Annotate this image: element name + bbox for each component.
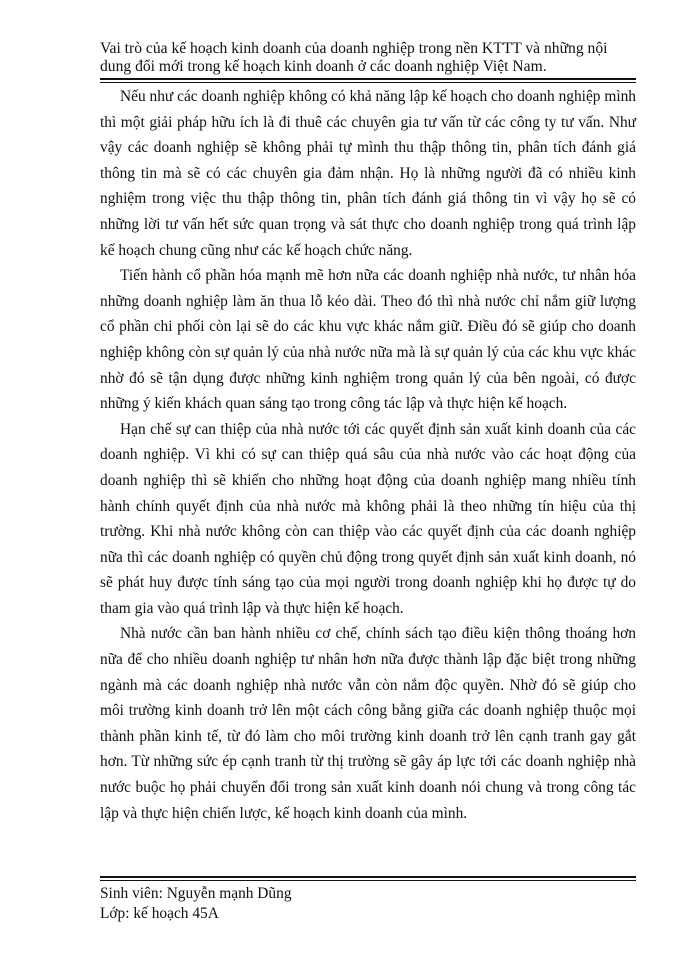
footer-divider bbox=[100, 876, 636, 881]
page-footer bbox=[100, 884, 636, 924]
paragraph-2: Tiến hành cổ phần hóa mạnh mẽ hơn nữa các doanh nghiệp nhà nước, tư nhân hóa những doanh nghiệp làm ăn thua lỗ kéo dài. Theo đó thì nhà nước chỉ nắm giữ lượng cổ phần chi phối còn lại sẽ do các khu vực khác nắm giữ. Điều đó sẽ giúp cho doanh nghiệp không còn sự quản lý của nhà nước nữa mà là sự quản lý của các khu vực khác nhờ đó sẽ tận dụng được những kinh nghiệm trong quản lý của bên ngoài, có được những ý kiến khách quan sáng tạo trong công tác lập và thực hiện kế hoạch. bbox=[100, 267, 636, 413]
paragraph-1: Nếu như các doanh nghiệp không có khả năng lập kế hoạch cho doanh nghiệp mình thì một giải pháp hữu ích là đi thuê các chuyên gia tư vấn từ các công ty tư vấn. Như vậy các doanh nghiệp sẽ không phải tự mình thu thập thông tin, phân tích đánh giá thông tin mà sẽ có các chuyên gia đảm nhận. Họ là những người đã có nhiều kinh nghiệm trong việc thu thập thông tin, phân tích đánh giá thông tin vì vậy họ sẽ có những lời tư vấn hết sức quan trọng và sát thực cho doanh nghiệp trong quá trình lập kế hoạch chung cũng như các kế hoạch chức năng. bbox=[100, 88, 636, 259]
header-divider bbox=[100, 78, 636, 83]
header-title: Vai trò của kế hoạch kinh doanh của doanh nghiệp trong nền KTTT và những nội dung đổi mới trong kế hoạch kinh doanh ở các doanh nghiệp Việt Nam. bbox=[100, 40, 608, 75]
document-body bbox=[100, 84, 636, 826]
footer-class: Lớp: kế hoạch 45A bbox=[100, 905, 219, 922]
document-page bbox=[100, 0, 636, 960]
page-header bbox=[100, 40, 636, 76]
paragraph-3: Hạn chế sự can thiệp của nhà nước tới các quyết định sản xuất kinh doanh của các doanh nghiệp. Vì khi có sự can thiệp quá sâu của nhà nước vào các hoạt động của doanh nghiệp thì sẽ khiến cho những hoạt động của doanh nghiệp mang nhiều tính hành chính quyết định của nhà nước mà không phải là theo những tín hiệu của thị trường. Khi nhà nước không còn can thiệp vào các quyết định của các doanh nghiệp nữa thì các doanh nghiệp có quyền chủ động trong quyết định sản xuất kinh doanh, nó sẽ phát huy được tính sáng tạo của mọi người trong doanh nghiệp khi họ được tự do tham gia vào quá trình lập và thực hiện kế hoạch. bbox=[100, 420, 636, 617]
paragraph-4: Nhà nước cần ban hành nhiều cơ chế, chính sách tạo điều kiện thông thoáng hơn nữa để cho nhiều doanh nghiệp tư nhân hơn nữa được thành lập đặc biệt trong những ngành mà các doanh nghiệp nhà nước vẫn còn nắm độc quyền. Nhờ đó sẽ giúp cho môi trường kinh doanh trở lên một cách công bằng giữa các doanh nghiệp thuộc mọi thành phần kinh tế, từ đó làm cho môi trường kinh doanh trở lên cạnh tranh gay gắt hơn. Từ những sức ép cạnh tranh từ thị trường sẽ gây áp lực tới các doanh nghiệp nhà nước buộc họ phải chuyển đổi trong sản xuất kinh doanh nói chung và trong công tác lập và thực hiện chiến lược, kế hoạch kinh doanh của mình. bbox=[100, 625, 636, 822]
footer-student-name: Sinh viên: Nguyễn mạnh Dũng bbox=[100, 885, 292, 902]
